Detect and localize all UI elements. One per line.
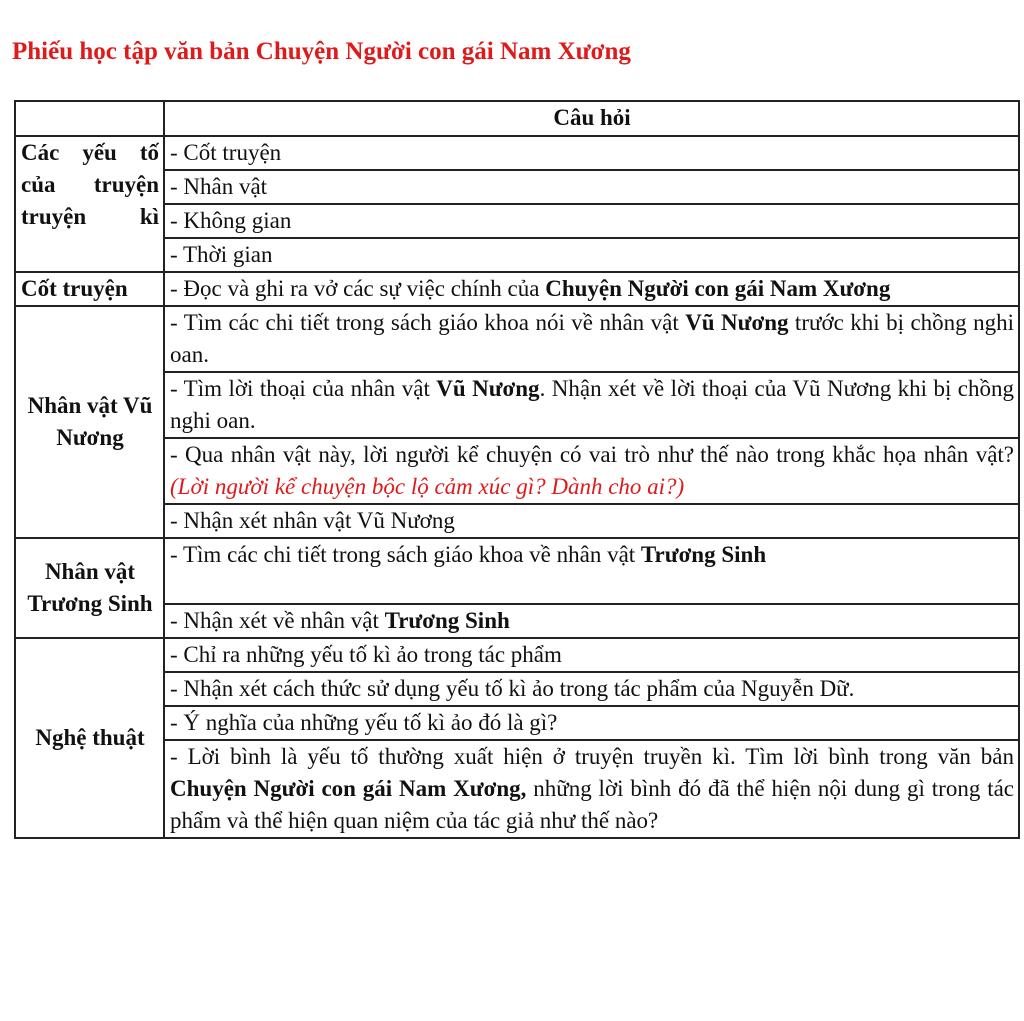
question-cell: - Không gian [164, 204, 1019, 238]
row-label-plot: Cốt truyện [15, 272, 164, 306]
table-row [15, 306, 1019, 372]
table-row [15, 170, 1019, 204]
question-text: trước khi bị chồng nghi oan. [170, 310, 1015, 367]
question-text: - Lời bình là yếu tố thường xuất hiện ở truyện truyền kì. Tìm lời bình trong văn bản [170, 744, 1014, 769]
row-label-art: Nghệ thuật [15, 638, 164, 838]
question-cell [164, 538, 1019, 604]
question-text: những lời bình đó đã thể hiện nội dung gì trong tác phẩm và thể hiện quan niệm của tác giả như thế nào? [170, 776, 1014, 833]
question-cell [164, 272, 1019, 306]
question-hint-text: (Lời người kể chuyện bộc lộ cảm xúc gì? Dành cho ai?) [170, 474, 685, 499]
table-row [15, 504, 1019, 538]
table-row [15, 372, 1019, 438]
table-row [15, 238, 1019, 272]
table-row [15, 706, 1019, 740]
question-bold-text: Chuyện Người con gái Nam Xương [545, 276, 891, 301]
table-row [15, 740, 1019, 838]
question-cell [164, 438, 1019, 504]
question-text: - Qua nhân vật này, lời người kể chuyện có vai trò như thế nào trong khắc họa nhân vật? [170, 442, 1014, 467]
question-bold-text: Chuyện Người con gái Nam Xương, [170, 776, 527, 801]
question-text: . Nhận xét về lời thoại của Vũ Nương khi bị chồng nghi oan. [170, 376, 1014, 433]
question-cell: - Nhận xét cách thức sử dụng yếu tố kì ảo trong tác phẩm của Nguyễn Dữ. [164, 672, 1019, 706]
table-row [15, 604, 1019, 638]
question-cell: - Chỉ ra những yếu tố kì ảo trong tác phẩm [164, 638, 1019, 672]
question-cell [164, 372, 1019, 438]
question-bold-text: Vũ Nương [685, 310, 789, 335]
table-header-row [15, 101, 1019, 136]
table-row [15, 136, 1019, 170]
question-cell: - Cốt truyện [164, 136, 1019, 170]
question-table [14, 100, 1020, 839]
question-bold-text: Trương Sinh [640, 542, 767, 567]
table-row [15, 204, 1019, 238]
question-bold-text: Trương Sinh [384, 608, 510, 633]
question-cell: - Nhân vật [164, 170, 1019, 204]
question-cell [164, 604, 1019, 638]
question-text: - Tìm lời thoại của nhân vật [170, 376, 437, 401]
row-label-elements: Các yếu tố của truyện truyện kì [15, 136, 164, 272]
table-row [15, 272, 1019, 306]
row-label-vu-nuong: Nhân vật Vũ Nương [15, 306, 164, 538]
question-bold-text: Vũ Nương [436, 376, 540, 401]
question-text: - Tìm các chi tiết trong sách giáo khoa về nhân vật [170, 542, 641, 567]
question-cell [164, 740, 1019, 838]
question-cell: - Thời gian [164, 238, 1019, 272]
question-text: - Đọc và ghi ra vở các sự việc chính của [170, 276, 546, 301]
table-row [15, 438, 1019, 504]
table-row [15, 672, 1019, 706]
question-cell: - Ý nghĩa của những yếu tố kì ảo đó là gì? [164, 706, 1019, 740]
question-cell: - Nhận xét nhân vật Vũ Nương [164, 504, 1019, 538]
header-empty-cell [15, 101, 164, 136]
question-text: - Nhận xét về nhân vật [170, 608, 385, 633]
worksheet-title: Phiếu học tập văn bản Chuyện Người con gái Nam Xương [12, 38, 631, 65]
question-cell [164, 306, 1019, 372]
row-label-truong-sinh: Nhân vật Trương Sinh [15, 538, 164, 638]
table-row [15, 638, 1019, 672]
question-text: - Tìm các chi tiết trong sách giáo khoa nói về nhân vật [170, 310, 686, 335]
table-row [15, 538, 1019, 604]
header-questions: Câu hỏi [164, 101, 1019, 136]
